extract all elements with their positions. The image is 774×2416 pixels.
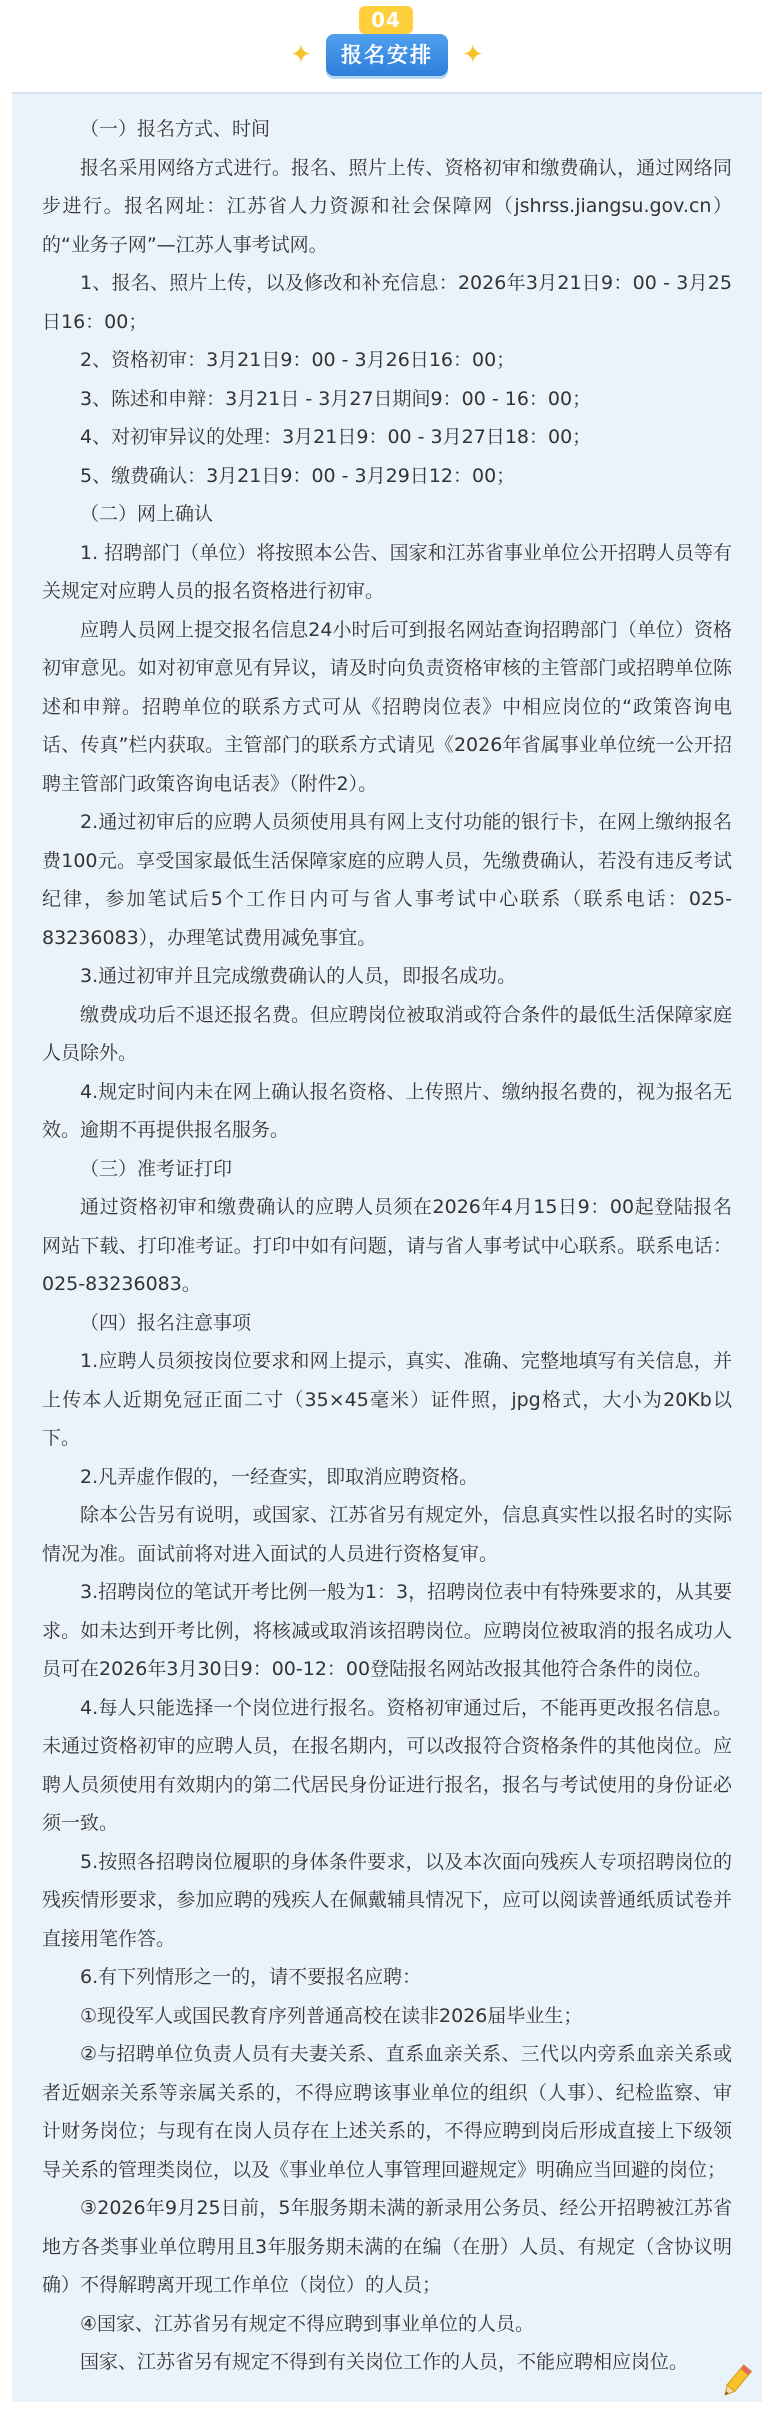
paragraph: 缴费成功后不退还报名费。但应聘岗位被取消或符合条件的最低生活保障家庭人员除外。 xyxy=(42,1003,732,1064)
paragraph: 4.每人只能选择一个岗位进行报名。资格初审通过后，不能再更改报名信息。未通过资格初审的应聘人员，在报名期内，可以改报符合资格条件的其他岗位。应聘人员须使用有效期内的第二代居民身份证进行报名，报名与考试使用的身份证必须一致。 xyxy=(42,1696,732,1834)
section-title: 报名安排 xyxy=(326,34,448,76)
list-item: ②与招聘单位负责人员有夫妻关系、直系血亲关系、三代以内旁系血亲关系或者近姻亲关系等亲属关系的，不得应聘该事业单位的组织（人事）、纪检监察、审计财务岗位；与现有在岗人员存在上述关系的，不得应聘到岗后形成直接上下级领导关系的管理类岗位，以及《事业单位人事管理回避规定》明确应当回避的岗位； xyxy=(42,2043,732,2181)
paragraph: 1.应聘人员须按岗位要求和网上提示，真实、准确、完整地填写有关信息，并上传本人近期免冠正面二寸（35×45毫米）证件照，jpg格式，大小为20Kb以下。 xyxy=(42,1350,732,1449)
paragraph: 1. 招聘部门（单位）将按照本公告、国家和江苏省事业单位公开招聘人员等有关规定对应聘人员的报名资格进行初审。 xyxy=(42,541,732,602)
schedule-item: 5、缴费确认：3月21日9：00 - 3月29日12：00； xyxy=(80,464,516,487)
paragraph: 通过资格初审和缴费确认的应聘人员须在2026年4月15日9：00起登陆报名网站下载、打印准考证。打印中如有问题，请与省人事考试中心联系。联系电话：025-83236083。 xyxy=(42,1196,732,1295)
content-panel xyxy=(12,92,762,2402)
schedule-item: 3、陈述和申辩：3月21日 - 3月27日期间9：00 - 16：00； xyxy=(80,387,592,410)
list-item: ③2026年9月25日前，5年服务期未满的新录用公务员、经公开招聘被江苏省地方各类事业单位聘用且3年服务期未满的在编（在册）人员、有规定（含协议明确）不得解聘离开现工作单位（岗位）的人员； xyxy=(42,2197,732,2296)
schedule-item: 4、对初审异议的处理：3月21日9：00 - 3月27日18：00； xyxy=(80,426,592,448)
list-item: ①现役军人或国民教育序列普通高校在读非2026届毕业生； xyxy=(80,2004,583,2027)
paragraph: 国家、江苏省另有规定不得到有关岗位工作的人员，不能应聘相应岗位。 xyxy=(80,2351,689,2373)
schedule-item: 1、报名、照片上传，以及修改和补充信息：2026年3月21日9：00 - 3月25日16：00； xyxy=(42,272,732,333)
subheading-registration-method: （一）报名方式、时间 xyxy=(80,118,271,140)
section-number-badge: 04 xyxy=(359,6,413,34)
paragraph: 3.招聘岗位的笔试开考比例一般为1：3，招聘岗位表中有特殊要求的，从其要求。如未达到开考比例，将核减或取消该招聘岗位。应聘岗位被取消的报名成功人员可在2026年3月30日9：00-12：00登陆报名网站改报其他符合条件的岗位。 xyxy=(42,1581,732,1680)
sparkle-icon: ✦ xyxy=(290,40,312,70)
subheading-admission-ticket: （三）准考证打印 xyxy=(80,1157,233,1180)
paragraph: 报名采用网络方式进行。报名、照片上传、资格初审和缴费确认，通过网络同步进行。报名网址：江苏省人力资源和社会保障网（jshrss.jiangsu.gov.cn）的“业务子网”—江苏人事考试网。 xyxy=(42,156,732,256)
paragraph: 除本公告另有说明，或国家、江苏省另有规定外，信息真实性以报名时的实际情况为准。面试前将对进入面试的人员进行资格复审。 xyxy=(42,1504,732,1565)
paragraph: 2.凡弄虚作假的，一经查实，即取消应聘资格。 xyxy=(80,1465,479,1488)
paragraph: 5.按照各招聘岗位履职的身体条件要求，以及本次面向残疾人专项招聘岗位的残疾情形要求，参加应聘的残疾人在佩戴辅具情况下，应可以阅读普通纸质试卷并直接用笔作答。 xyxy=(42,1850,732,1950)
subheading-registration-notes: （四）报名注意事项 xyxy=(80,1311,252,1334)
paragraph: 2.通过初审后的应聘人员须使用具有网上支付功能的银行卡，在网上缴纳报名费100元。享受国家最低生活保障家庭的应聘人员，先缴费确认，若没有违反考试纪律，参加笔试后5个工作日内可与省人事考试中心联系（联系电话：025-83236083），办理笔试费用减免事宜。 xyxy=(42,811,732,949)
subheading-online-confirmation: （二）网上确认 xyxy=(80,503,214,525)
paragraph: 4.规定时间内未在网上确认报名资格、上传照片、缴纳报名费的，视为报名无效。逾期不再提供报名服务。 xyxy=(42,1080,732,1141)
pencil-icon xyxy=(716,2362,756,2402)
list-item: ④国家、江苏省另有规定不得应聘到事业单位的人员。 xyxy=(80,2312,535,2335)
paragraph: 3.通过初审并且完成缴费确认的人员，即报名成功。 xyxy=(80,965,517,987)
section-header xyxy=(0,0,774,92)
paragraph: 6.有下列情形之一的，请不要报名应聘： xyxy=(80,1966,422,1988)
sparkle-icon: ✦ xyxy=(462,40,484,70)
schedule-item: 2、资格初审：3月21日9：00 - 3月26日16：00； xyxy=(80,349,516,371)
paragraph: 应聘人员网上提交报名信息24小时后可到报名网站查询招聘部门（单位）资格初审意见。如对初审意见有异议，请及时向负责资格审核的主管部门或招聘单位陈述和申辩。招聘单位的联系方式可从《招聘岗位表》中相应岗位的“政策咨询电话、传真”栏内获取。主管部门的联系方式请见《2026年省属事业单位统一公开招聘主管部门政策咨询电话表》（附件2）。 xyxy=(42,618,732,795)
